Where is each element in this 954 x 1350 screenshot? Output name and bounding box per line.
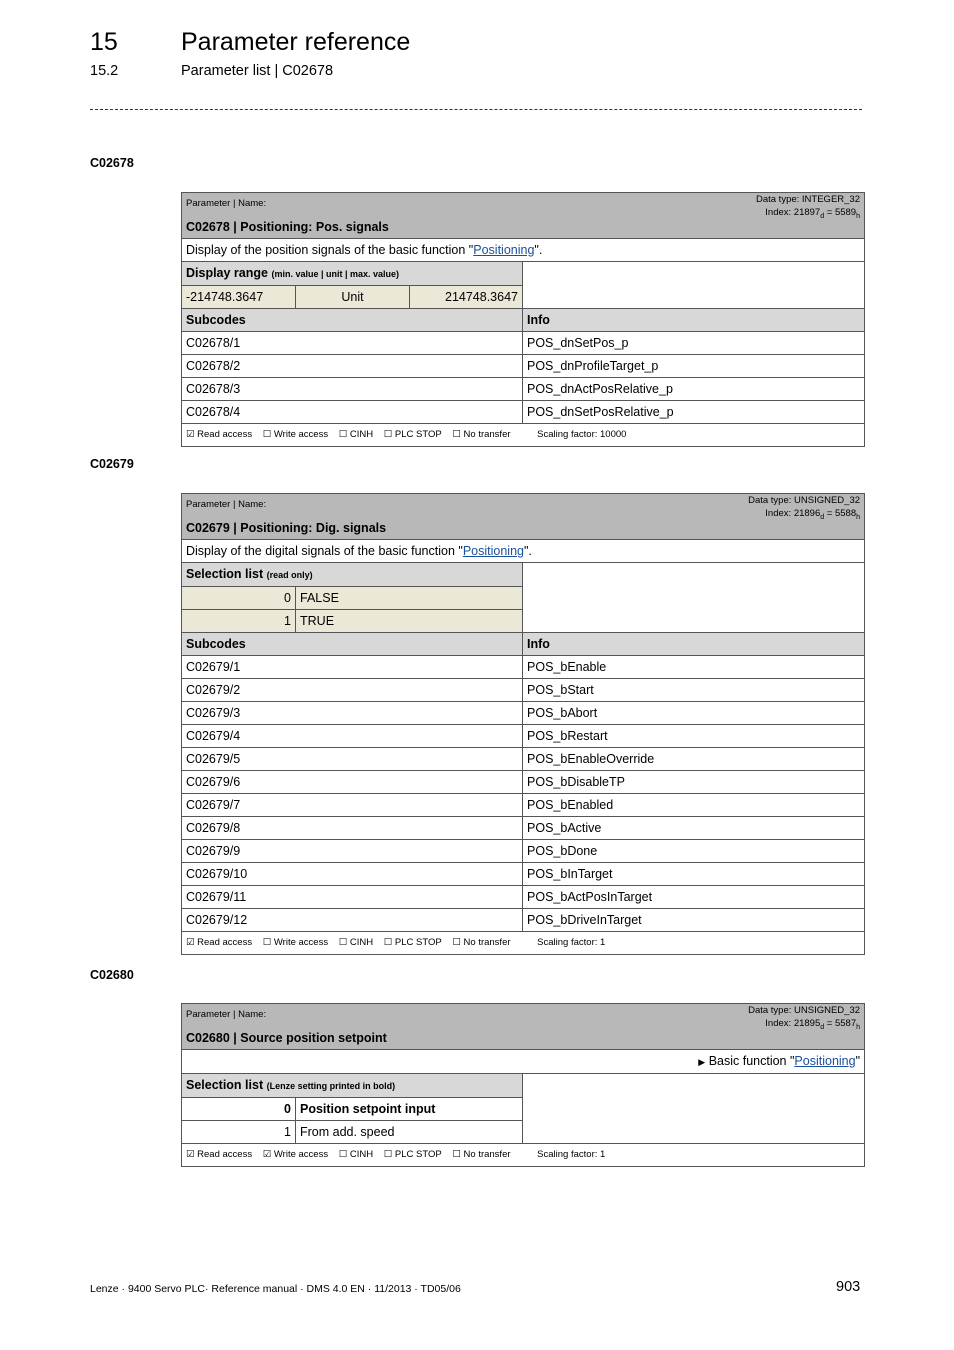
subcode-row <box>182 702 865 725</box>
info-header: Info <box>523 309 865 332</box>
subcode-row <box>182 771 865 794</box>
param-description: Display of the digital signals of the basic function "Positioning". <box>182 540 865 563</box>
subcode-row <box>182 840 865 863</box>
param-table-c02678 <box>181 192 865 447</box>
selection-text: FALSE <box>296 587 523 610</box>
subcode-code: C02679/12 <box>182 909 523 932</box>
param-label-c02678: C02678 <box>90 156 134 170</box>
subcode-row <box>182 725 865 748</box>
triangle-right-icon: ▶ <box>698 1057 706 1067</box>
subcode-code: C02679/6 <box>182 771 523 794</box>
selection-list-header: Selection list (Lenze setting printed in bold) <box>182 1074 523 1098</box>
subcode-row <box>182 332 865 355</box>
subcode-info: POS_bStart <box>523 679 865 702</box>
range-unit: Unit <box>296 286 410 309</box>
param-datatype: Data type: UNSIGNED_32 Index: $21896_d = 5588_h$ <box>523 494 865 540</box>
subcode-info: POS_dnActPosRelative_p <box>523 378 865 401</box>
subcode-code: C02679/1 <box>182 656 523 679</box>
subcode-info: POS_bDone <box>523 840 865 863</box>
param-name: C02678 | Positioning: Pos. signals <box>186 220 389 234</box>
param-footer: ☑ Read access ☐ Write access ☐ CINH ☐ PLC STOP ☐ No transfer Scaling factor: 1 <box>182 932 865 955</box>
param-datatype: Data type: UNSIGNED_32 Index: $21895_d = 5587_h$ <box>523 1004 865 1050</box>
subcode-row <box>182 863 865 886</box>
param-label-c02679: C02679 <box>90 457 134 471</box>
subcode-info: POS_bActive <box>523 817 865 840</box>
subcode-row <box>182 909 865 932</box>
param-footer: ☑ Read access ☑ Write access ☐ CINH ☐ PLC STOP ☐ No transfer Scaling factor: 1 <box>182 1144 865 1167</box>
subcode-info: POS_bActPosInTarget <box>523 886 865 909</box>
subcode-info: POS_dnProfileTarget_p <box>523 355 865 378</box>
param-datatype: Data type: INTEGER_32 Index: $21897_d = 5589_h$ <box>523 193 865 239</box>
subcode-info: POS_bInTarget <box>523 863 865 886</box>
subcodes-header: Subcodes <box>182 309 523 332</box>
selection-text: From add. speed <box>296 1121 523 1144</box>
positioning-link[interactable]: Positioning <box>794 1054 856 1068</box>
selection-list-header: Selection list (read only) <box>182 563 523 587</box>
param-footer: ☑ Read access ☐ Write access ☐ CINH ☐ PLC STOP ☐ No transfer Scaling factor: 10000 <box>182 424 865 447</box>
subcode-code: C02679/9 <box>182 840 523 863</box>
selection-value: 1 <box>182 610 296 633</box>
subcode-code: C02678/3 <box>182 378 523 401</box>
subcode-row <box>182 794 865 817</box>
subcode-row <box>182 886 865 909</box>
selection-value: 1 <box>182 1121 296 1144</box>
subcode-row <box>182 679 865 702</box>
positioning-link[interactable]: Positioning <box>473 243 535 257</box>
chapter-number: 15 <box>90 28 118 56</box>
subcodes-header: Subcodes <box>182 633 523 656</box>
subcode-info: POS_bEnableOverride <box>523 748 865 771</box>
subcode-row <box>182 817 865 840</box>
subcode-info: POS_bEnabled <box>523 794 865 817</box>
subcode-row <box>182 401 865 424</box>
subcode-info: POS_bDriveInTarget <box>523 909 865 932</box>
subcode-code: C02679/4 <box>182 725 523 748</box>
subcode-info: POS_bAbort <box>523 702 865 725</box>
param-name: C02680 | Source position setpoint <box>186 1031 387 1045</box>
subcode-row <box>182 355 865 378</box>
subcode-code: C02679/11 <box>182 886 523 909</box>
param-table-c02680 <box>181 1003 865 1167</box>
param-header: Parameter | Name: C02678 | Positioning: Pos. signals <box>182 193 523 239</box>
selection-value: 0 <box>182 1098 296 1121</box>
subcode-code: C02678/1 <box>182 332 523 355</box>
subcode-info: POS_bEnable <box>523 656 865 679</box>
subcode-code: C02679/8 <box>182 817 523 840</box>
header-divider <box>90 109 862 110</box>
subcode-info: POS_bRestart <box>523 725 865 748</box>
display-range-header: Display range (min. value | unit | max. value) <box>182 262 523 286</box>
info-header: Info <box>523 633 865 656</box>
basic-function-reference: ▶ Basic function "Positioning" <box>182 1050 865 1074</box>
subcode-code: C02679/10 <box>182 863 523 886</box>
section-number: 15.2 <box>90 63 119 79</box>
subcode-code: C02679/2 <box>182 679 523 702</box>
selection-value: 0 <box>182 587 296 610</box>
param-header: Parameter | Name: C02679 | Positioning: Dig. signals <box>182 494 523 540</box>
blank-cell <box>523 262 865 309</box>
subcode-info: POS_bDisableTP <box>523 771 865 794</box>
param-name: C02679 | Positioning: Dig. signals <box>186 521 387 535</box>
chapter-title: Parameter reference <box>181 28 411 56</box>
subcode-code: C02678/4 <box>182 401 523 424</box>
subcode-row <box>182 748 865 771</box>
subcode-code: C02679/3 <box>182 702 523 725</box>
subcode-info: POS_dnSetPosRelative_p <box>523 401 865 424</box>
subcode-row <box>182 656 865 679</box>
section-title: Parameter list | C02678 <box>181 63 334 79</box>
param-label-c02680: C02680 <box>90 968 134 982</box>
blank-cell <box>523 563 865 633</box>
param-table-c02679 <box>181 493 865 955</box>
selection-text: Position setpoint input <box>296 1098 523 1121</box>
blank-cell <box>523 1074 865 1144</box>
positioning-link[interactable]: Positioning <box>462 544 524 558</box>
footer-document-info: Lenze · 9400 Servo PLC· Reference manual · DMS 4.0 EN · 11/2013 · TD05/06 <box>90 1283 461 1295</box>
selection-text: TRUE <box>296 610 523 633</box>
param-description: Display of the position signals of the basic function "Positioning". <box>182 239 865 262</box>
range-max: 214748.3647 <box>410 286 523 309</box>
subcode-code: C02678/2 <box>182 355 523 378</box>
subcode-row <box>182 378 865 401</box>
subcode-info: POS_dnSetPos_p <box>523 332 865 355</box>
param-header: Parameter | Name: C02680 | Source position setpoint <box>182 1004 523 1050</box>
subcode-code: C02679/7 <box>182 794 523 817</box>
page-number: 903 <box>836 1279 861 1295</box>
range-min: -214748.3647 <box>182 286 296 309</box>
subcode-code: C02679/5 <box>182 748 523 771</box>
